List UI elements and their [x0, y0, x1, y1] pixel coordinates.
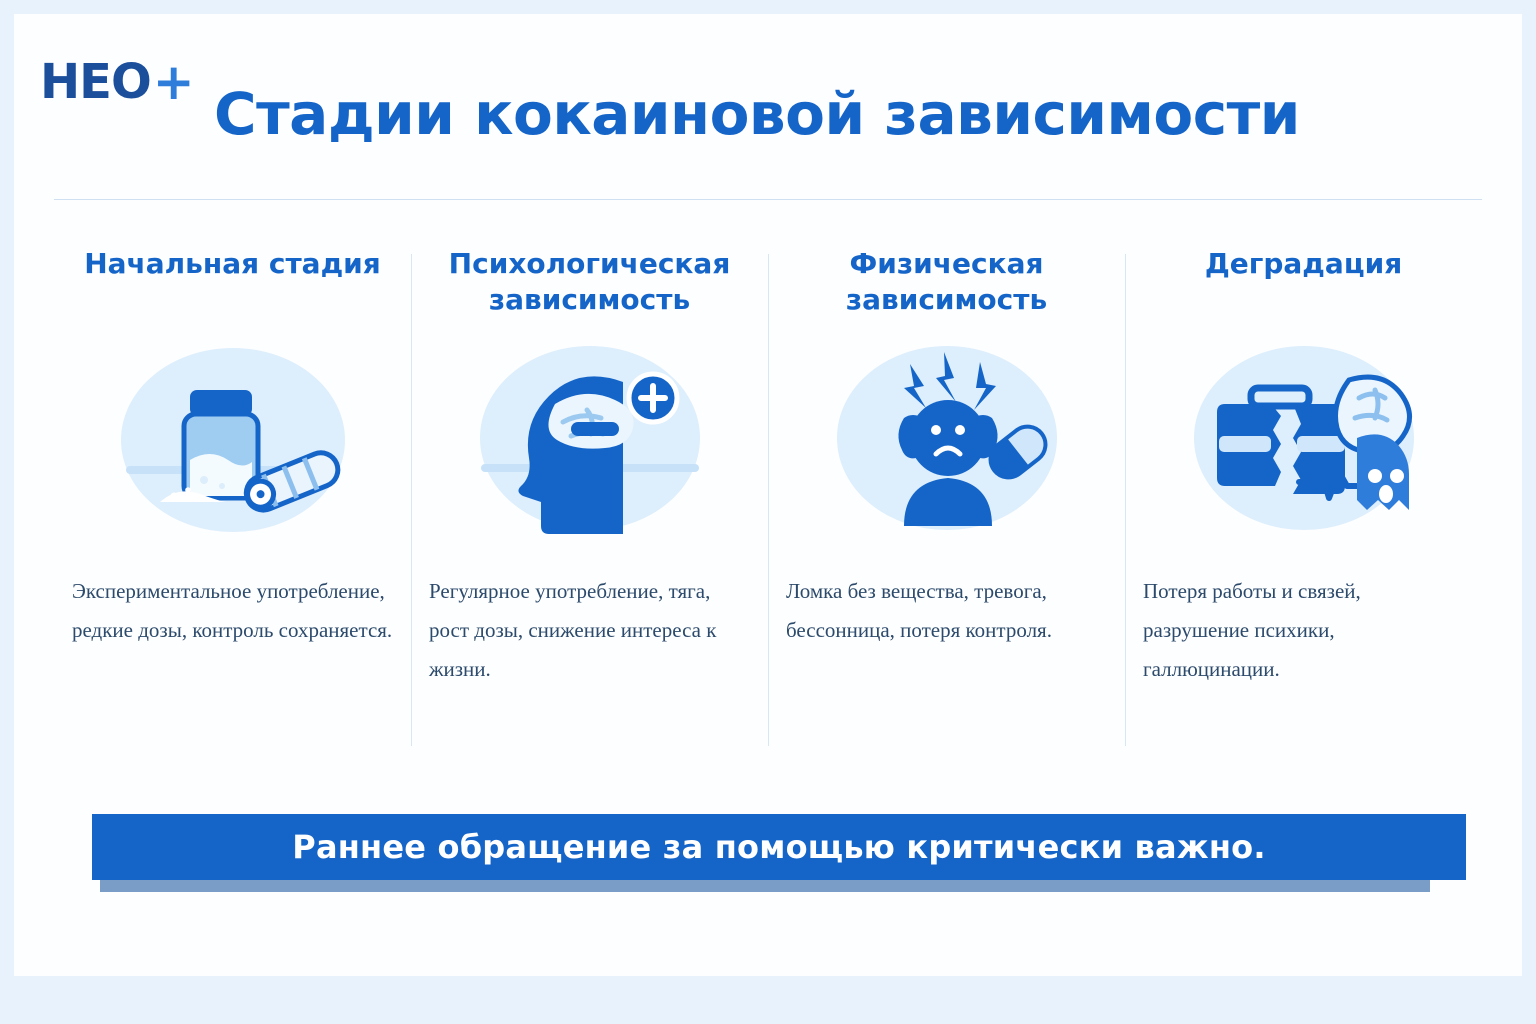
- broken-briefcase-broken-mind-icon: [1189, 330, 1419, 542]
- brand-logo: [40, 54, 194, 110]
- stage-card-4: [1125, 246, 1482, 766]
- head-brain-craving-icon: [475, 330, 705, 542]
- header-divider: [54, 199, 1482, 200]
- page-title: Стадии кокаиновой зависимости: [214, 80, 1300, 148]
- person-headache-withdrawal-icon: [832, 330, 1062, 542]
- brand-logo-plus-icon: +: [152, 53, 194, 111]
- stage-card-3: [768, 246, 1125, 766]
- brand-logo-text: HEO: [40, 54, 151, 110]
- stage-title-1: Начальная стадия: [84, 247, 381, 280]
- stage-title-4: Деградация: [1204, 247, 1403, 280]
- poster-content: [14, 14, 1522, 976]
- frame-right: [1522, 0, 1536, 1024]
- stage-description-3: Ломка без вещества, тревога, бессонница, потеря контроля.: [786, 579, 1052, 642]
- stage-description-2: Регулярное употребление, тяга, рост дозы, снижение интереса к жизни.: [429, 579, 717, 681]
- stage-title-2: Психологическая зависимость: [448, 247, 731, 317]
- stage-description-4: Потеря работы и связей, разрушение психики, галлюцинации.: [1143, 579, 1361, 681]
- stage-card-2: [411, 246, 768, 766]
- stage-description-1: Экспериментальное употребление, редкие дозы, контроль сохраняется.: [72, 579, 393, 642]
- frame-bottom: [0, 976, 1536, 1024]
- stages-row: [54, 246, 1482, 766]
- frame-left: [0, 0, 14, 1024]
- footer-banner: [92, 814, 1466, 880]
- pill-bottle-and-rolled-note-icon: [118, 330, 348, 542]
- frame-top: [0, 0, 1536, 14]
- stage-title-3: Физическая зависимость: [845, 247, 1048, 317]
- poster-header: [14, 14, 1522, 186]
- stage-card-1: [54, 246, 411, 766]
- footer-banner-text: Раннее обращение за помощью критически важно.: [292, 828, 1266, 866]
